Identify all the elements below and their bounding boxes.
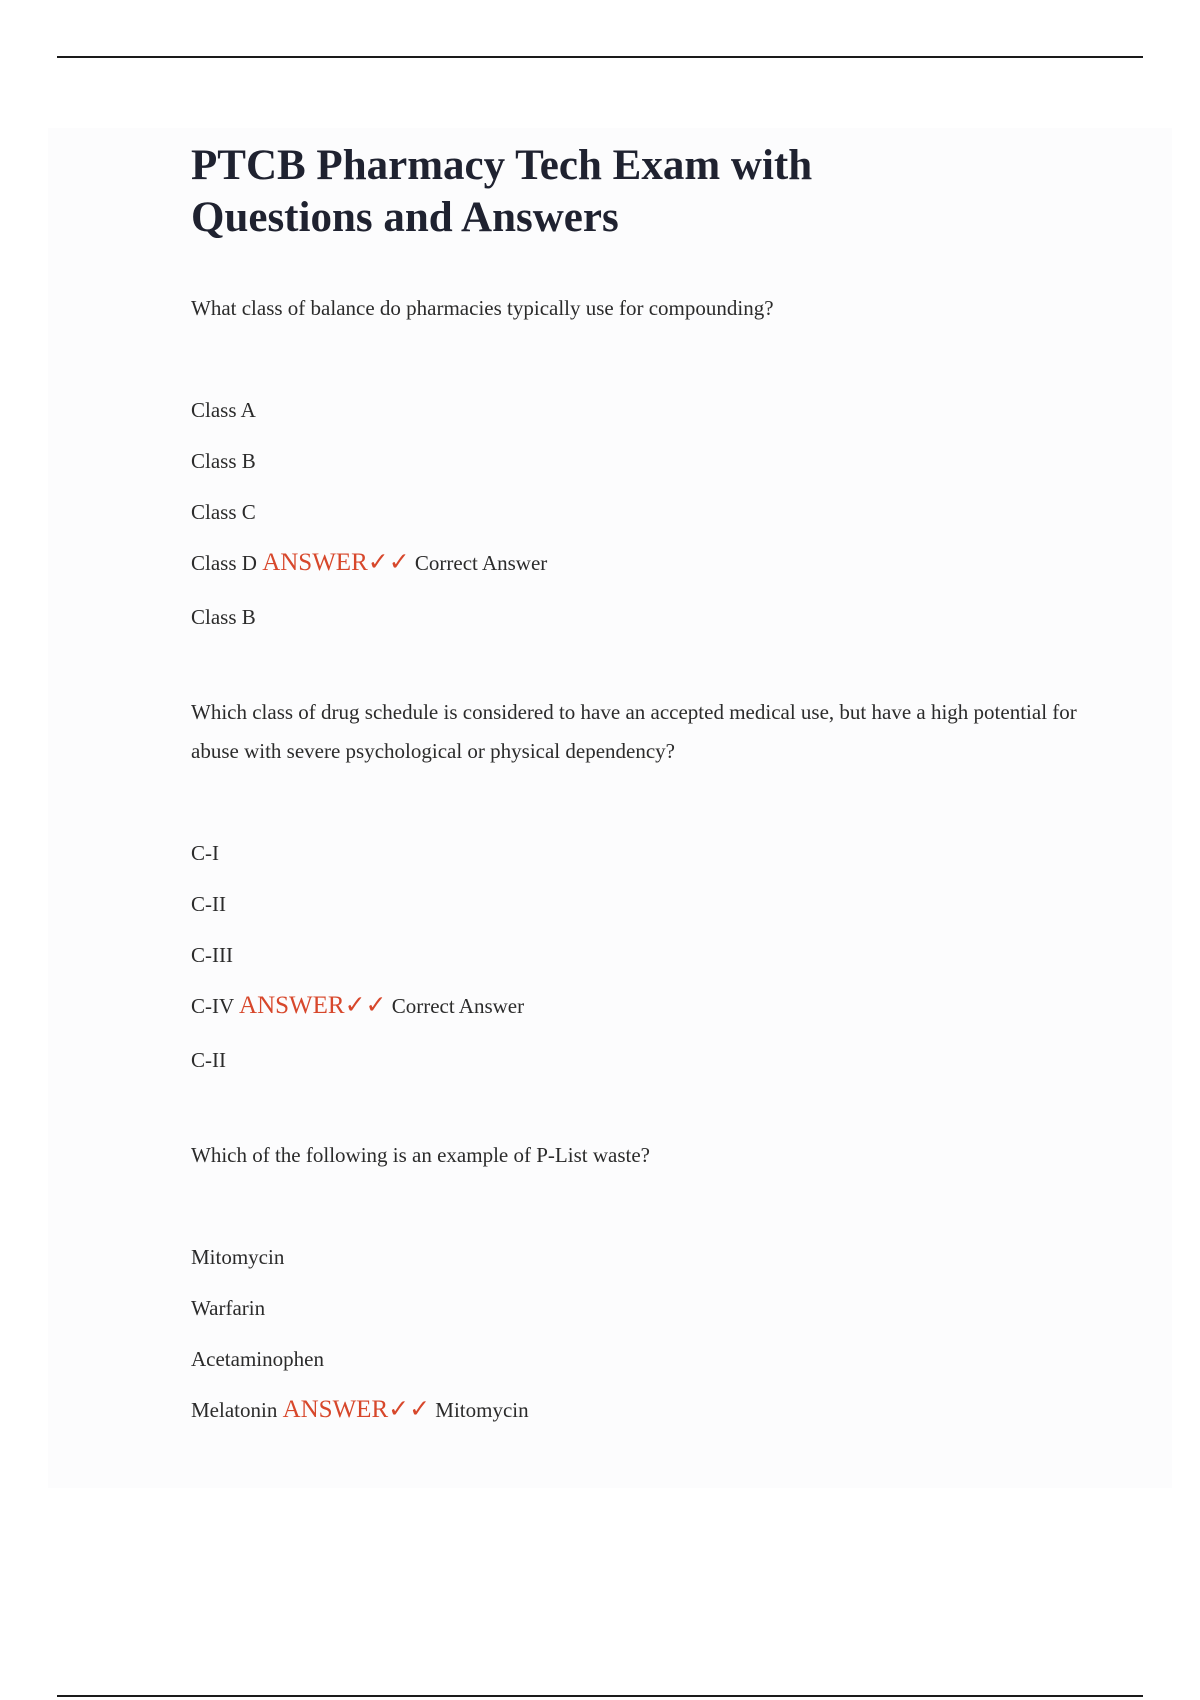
question-3: Which of the following is an example of P-List waste? [191, 1143, 650, 1167]
option-item: Class C [191, 500, 256, 524]
option-item-with-answer [191, 1396, 1091, 1424]
answer-text: Correct Answer [391, 994, 525, 1018]
option-item: C-I [191, 841, 219, 865]
answer-marker: ANSWER✓✓ [239, 992, 387, 1019]
option-item: Mitomycin [191, 1245, 285, 1269]
answer-marker: ANSWER✓✓ [282, 1396, 431, 1423]
option-item: C-III [191, 943, 233, 967]
title-line-2: Questions and Answers [191, 194, 619, 241]
document-title [191, 140, 911, 244]
answer-value: C-II [191, 1048, 226, 1072]
answer-value: Class B [191, 605, 256, 629]
option-label: C-IV [191, 994, 234, 1018]
option-item: Class B [191, 449, 256, 473]
top-rule [57, 56, 1143, 58]
answer-marker: ANSWER✓✓ [262, 549, 410, 576]
question-2: Which class of drug schedule is considered to have an accepted medical use, but have a high potential for abuse with severe psychological or physical dependency? [191, 700, 1077, 763]
question-3-options [191, 1243, 1091, 1424]
option-label: Melatonin [191, 1398, 278, 1422]
option-item: Warfarin [191, 1296, 266, 1320]
title-line-1: PTCB Pharmacy Tech Exam with [191, 142, 813, 189]
option-item: Acetaminophen [191, 1347, 324, 1371]
option-item: C-II [191, 892, 226, 916]
answer-text: Correct Answer [414, 551, 548, 575]
option-item-with-answer [191, 549, 1091, 577]
bottom-rule [57, 1695, 1143, 1697]
answer-text: Mitomycin [435, 1398, 529, 1422]
option-item-with-answer [191, 992, 1091, 1020]
document-content [191, 140, 1091, 1450]
question-1: What class of balance do pharmacies typically use for compounding? [191, 296, 774, 320]
option-item: Class A [191, 398, 256, 422]
question-2-options [191, 839, 1091, 1074]
question-1-options [191, 396, 1091, 631]
option-label: Class D [191, 551, 257, 575]
